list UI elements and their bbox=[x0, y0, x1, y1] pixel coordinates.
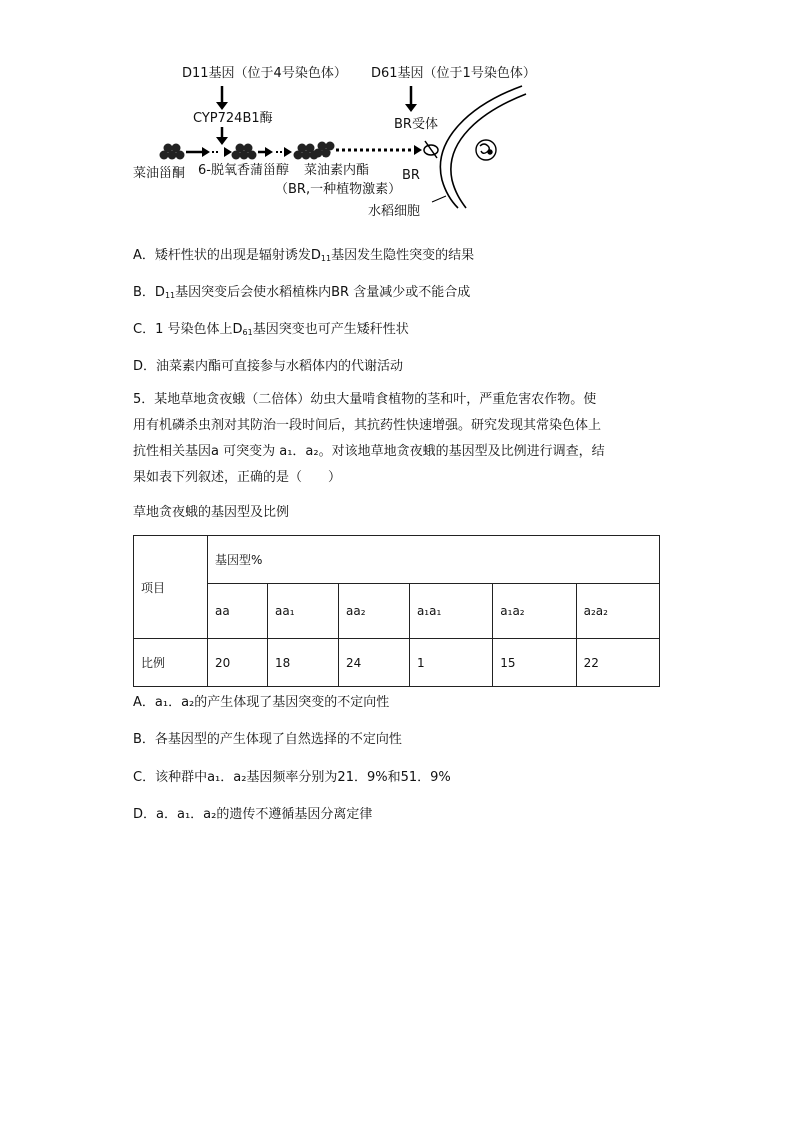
q4-option-d: D．油菜素内酯可直接参与水稻体内的代谢活动 bbox=[133, 359, 404, 374]
value-cell: 24 bbox=[338, 639, 409, 687]
product-molecules bbox=[314, 142, 335, 158]
q5-option-a: A．a₁．a₂的产生体现了基因突变的不定向性 bbox=[133, 695, 390, 710]
nucleus bbox=[476, 140, 496, 160]
q5-option-d: D．a．a₁．a₂的遗传不遵循基因分离定律 bbox=[133, 807, 373, 822]
q4-option-c: C．1 号染色体上$D_{61}$基因突变也可产生矮秆性状 bbox=[133, 322, 409, 337]
br-receptor bbox=[424, 141, 438, 158]
genotype-cell: a₁a₂ bbox=[493, 584, 576, 639]
receptor-label: BR受体 bbox=[394, 117, 438, 132]
q4-option-b: B．$D_{11}$基因突变后会使水稻植株内BR 含量减少或不能合成 bbox=[133, 285, 471, 300]
q5-stem-line: 果如表下列叙述，正确的是（ ） bbox=[133, 470, 342, 485]
value-cell: 15 bbox=[493, 639, 576, 687]
substrate-molecules bbox=[160, 144, 185, 160]
q5-option-c: C．该种群中a₁．a₂基因频率分别为21．9%和51．9% bbox=[133, 770, 451, 785]
cell-label: 水稻细胞 bbox=[368, 204, 421, 219]
intermediate-molecules bbox=[232, 144, 257, 160]
genotype-cell: a₂a₂ bbox=[576, 584, 659, 639]
enzyme-label: CYP724B1酶 bbox=[193, 111, 273, 126]
substrate-label: 菜油甾酮 bbox=[133, 166, 186, 181]
q5-option-b: B．各基因型的产生体现了自然选择的不定向性 bbox=[133, 732, 402, 747]
value-cell: 1 bbox=[409, 639, 492, 687]
cell-wall-outer bbox=[440, 86, 522, 208]
value-cell: 18 bbox=[268, 639, 339, 687]
q5-stem-line: 用有机磷杀虫剂对其防治一段时间后，其抗药性快速增强。研究发现其常染色体上 bbox=[133, 418, 602, 433]
genotype-cell: aa₂ bbox=[338, 584, 409, 639]
d11-arrow-head bbox=[216, 102, 228, 110]
cell-pointer bbox=[432, 196, 446, 202]
q5-stem bbox=[133, 387, 663, 491]
table-header-item: 项目 bbox=[134, 536, 208, 639]
d11-gene-label: D11基因（位于4号染色体） bbox=[182, 66, 347, 81]
value-cell: 22 bbox=[576, 639, 659, 687]
enzyme-arrow-head bbox=[216, 137, 228, 145]
genotype-table bbox=[133, 535, 660, 687]
value-cell: 20 bbox=[208, 639, 268, 687]
intermediate-label: 6-脱氧香蒲甾醇 bbox=[198, 163, 289, 178]
product-label: 菜油素内酯 bbox=[304, 163, 370, 178]
d61-arrow-head bbox=[405, 104, 417, 112]
d61-gene-label: D61基因（位于1号染色体） bbox=[371, 66, 536, 81]
table-row-label: 比例 bbox=[134, 639, 208, 687]
table-title: 草地贪夜蛾的基因型及比例 bbox=[133, 505, 290, 520]
genotype-cell: a₁a₁ bbox=[409, 584, 492, 639]
q5-stem-line: 抗性相关基因a 可突变为 a₁．a₂。对该地草地贪夜蛾的基因型及比例进行调查，结 bbox=[133, 444, 605, 459]
product-note: （BR,一种植物激素） bbox=[275, 182, 402, 197]
br-label: BR bbox=[402, 168, 420, 183]
table-header-genotype: 基因型% bbox=[208, 536, 660, 584]
q5-stem-line: 5．某地草地贪夜蛾（二倍体）幼虫大量啃食植物的茎和叶，严重危害农作物。使 bbox=[133, 392, 597, 407]
q4-option-a: A．矮杆性状的出现是辐射诱发$D_{11}$基因发生隐性突变的结果 bbox=[133, 248, 475, 263]
genotype-cell: aa bbox=[208, 584, 268, 639]
genotype-cell: aa₁ bbox=[268, 584, 339, 639]
